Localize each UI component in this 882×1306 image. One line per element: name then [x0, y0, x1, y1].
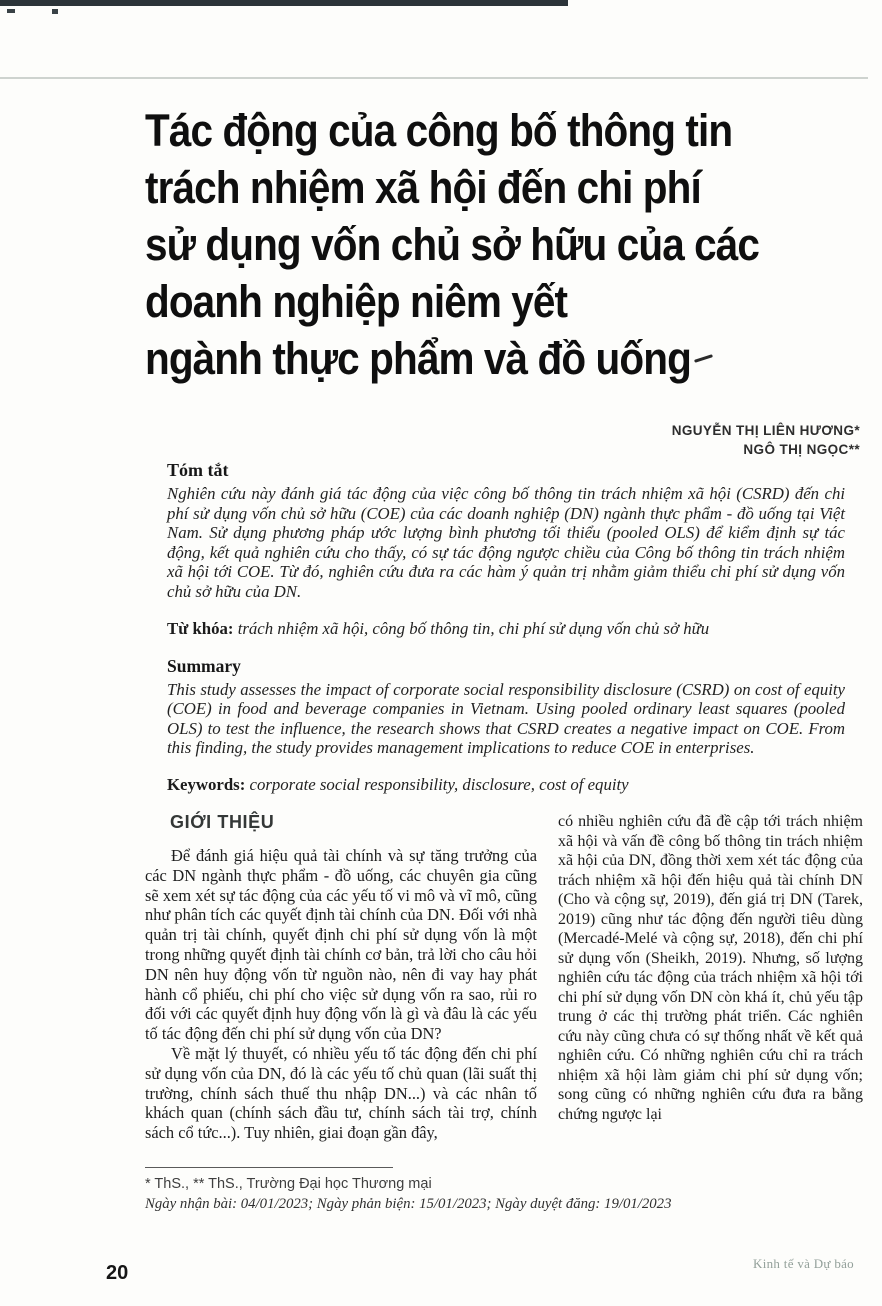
header-divider-rule: [0, 77, 868, 79]
author-block: [672, 421, 860, 459]
abstract-vi-heading: Tóm tắt: [167, 460, 229, 480]
keywords-en-text: corporate social responsibility, disclosure, cost of equity: [249, 774, 629, 794]
keywords-vi-text: trách nhiệm xã hội, công bố thông tin, chi phí sử dụng vốn chủ sở hữu: [237, 618, 710, 638]
intro-paragraph: có nhiều nghiên cứu đã đề cập tới trách nhiệm xã hội và vấn đề công bố thông tin trách nhiệm xã hội của DN, đồng thời xem xét tác động của trách nhiệm xã hội đến hiệu quả tài chính DN (Cho và cộng sự, 2019), đến giá trị DN (Tarek, 2019) cũng như tác động đến người tiêu dùng (Mercadé-Melé và cộng sự, 2018), đến chi phí sử dụng vốn (Sheikh, 2019). Nhưng, số lượng nghiên cứu tác động của trách nhiệm xã hội tới chi phí sử dụng vốn DN còn khá ít, chủ yếu tập trung ở các thị trường phát triển. Các nghiên cứu này cũng chưa có sự thống nhất về kết quả nghiên cứu. Có những nghiên cứu chỉ ra trách nhiệm xã hội làm giảm chi phí sử dụng vốn; song cũng có những nghiên cứu đưa ra bằng chứng ngược lại: [558, 813, 863, 1123]
footnote-affiliation: * ThS., ** ThS., Trường Đại học Thương mại: [145, 1176, 432, 1192]
introduction-heading: GIỚI THIỆU: [170, 812, 275, 832]
keywords-vi-label: Từ khóa:: [167, 618, 234, 638]
intro-paragraph: Để đánh giá hiệu quả tài chính và sự tăng trưởng của các DN ngành thực phẩm - đồ uống, các chuyên gia cũng sẽ xem xét sự tác động của các yếu tố vi mô và vĩ mô, cũng như phân tích các quyết định tài chính của DN. Đối với nhà quản trị tài chính, quyết định chi phí sử dụng vốn là một trong những quyết định tài chính cơ bản, trả lời cho câu hỏi DN nên huy động vốn từ nguồn nào, nên đi vay hay phát hành cổ phiếu, chi phí cho việc sử dụng vốn ra sao, rủi ro đối với các quyết định huy động vốn là gì và đâu là các yếu tố tác động đến chi phí sử dụng vốn của DN?: [145, 846, 537, 1044]
journal-name: Kinh tế và Dự báo: [753, 1256, 854, 1271]
footnote-divider-rule: [145, 1167, 393, 1168]
page-number: 20: [106, 1262, 129, 1284]
body-column-right: [558, 812, 863, 1143]
body-column-left: [145, 812, 537, 1143]
article-title-line: Tác động của công bố thông tin: [145, 105, 733, 156]
abstract-en-body: This study assesses the impact of corporate social responsibility disclosure (CSRD) on cost of equity (COE) in food and beverage companies in Vietnam. Using pooled ordinary least squares (pooled OLS) to test the influence, the research shows that CSRD creates a negative impact on COE. From this finding, the study provides management implications to reduce COE in enterprises.: [167, 679, 845, 758]
article-title-line: ngành thực phẩm và đồ uống: [145, 333, 691, 384]
footnote-dates: Ngày nhận bài: 04/01/2023; Ngày phản biện: 15/01/2023; Ngày duyệt đăng: 19/01/2023: [145, 1196, 672, 1212]
article-title-line: sử dụng vốn chủ sở hữu của các: [145, 219, 760, 270]
article-title: [145, 102, 759, 387]
author-name: NGUYỄN THỊ LIÊN HƯƠNG*: [671, 423, 860, 438]
scan-tick-mark: [7, 9, 15, 13]
abstract-vi-body: Nghiên cứu này đánh giá tác động của việc công bố thông tin trách nhiệm xã hội (CSRD) đến chi phí sử dụng vốn chủ sở hữu (COE) của các doanh nghiệp (DN) ngành thực phẩm - đồ uống tại Việt Nam. Sử dụng phương pháp ước lượng bình phương tối thiểu (pooled OLS) để kiểm định sự tác động, kết quả nghiên cứu cho thấy, có sự tác động ngược chiều của Công bố thông tin trách nhiệm xã hội tới COE. Từ đó, nghiên cứu đưa ra các hàm ý quản trị nhằm giảm thiểu chi phí sử dụng vốn chủ sở hữu của DN.: [167, 484, 845, 601]
author-name: NGÔ THỊ NGỌC**: [743, 442, 860, 457]
keywords-en-line: [167, 775, 845, 795]
keywords-en-label: Keywords:: [167, 774, 246, 794]
abstract-en-heading: Summary: [167, 655, 241, 676]
abstract-section: [167, 460, 845, 795]
column-gap: [537, 812, 558, 1143]
introduction-section: [145, 812, 863, 1143]
keywords-vi-line: [167, 619, 845, 639]
top-scan-bar: [0, 0, 568, 6]
intro-paragraph: Về mặt lý thuyết, có nhiều yếu tố tác động đến chi phí sử dụng vốn của DN, đó là các yếu tố chủ quan (lãi suất thị trường, chính sách thuế thu nhập DN...) và các nhân tố khách quan (chính sách đầu tư, chính sách tài trợ, chính sách cổ tức...). Tuy nhiên, giai đoạn gần đây,: [145, 1043, 537, 1143]
article-title-line: trách nhiệm xã hội đến chi phí: [145, 162, 701, 213]
scan-tick-mark: [52, 9, 58, 14]
article-title-line: doanh nghiệp niêm yết: [145, 276, 568, 327]
